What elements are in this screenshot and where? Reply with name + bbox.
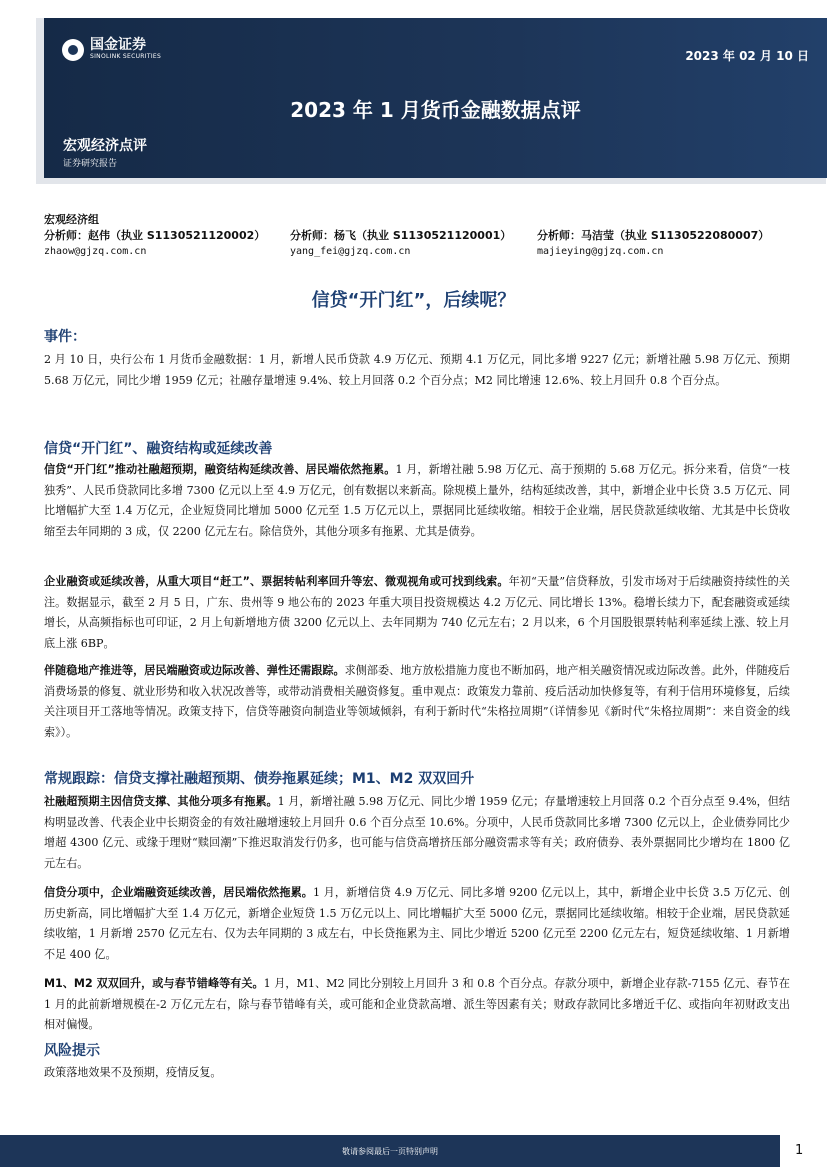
company-logo [62,38,161,61]
credit-paragraph-3 [44,661,790,743]
report-title: 2023 年 1 月货币金融数据点评 [290,98,581,122]
credit-p1-body: 1 月，新增社融 5.98 万亿元、高于预期的 5.68 万亿元。拆分来看，信贷“一枝独秀”、人民币贷款同比多增 7300 亿元以上至 4.9 万亿元，创有数据以来新高。除规模上量外，结构延续改善，其中，新增企业中长贷 3.5 万亿元、同比增幅扩大至 1.4 万亿元，企业短贷同比增加 5000 亿元至 1.5 万亿元以上，票据同比延续收缩。相较于企业端，居民贷款延续收缩、尤其是中长贷收缩至去年同期的 3 成，仅 2200 亿元左右。除信贷外，其他分项多有拖累、尤其是债券。 [44,463,790,538]
section-risk-text: 政策落地效果不及预期，疫情反复。 [44,1066,222,1079]
tracking-p2-body: 1 月，新增信贷 4.9 万亿元、同比多增 9200 亿元以上，其中，新增企业中长贷 3.5 万亿元、创历史新高，同比增幅扩大至 1.4 万亿元，新增企业短贷 1.5 万亿元以上、同比增幅扩大至 5000 亿元，票据同比延续收缩。相较于企业端，居民贷款延续收缩，1 月新增 2570 亿元左右、仅为去年同期的 3 成左右，中长贷拖累为主、同比少增近 5200 亿元至 2200 亿元左右，短贷延续收缩、1 月新增不足 400 亿。 [44,886,790,961]
section-event-heading: 事件： [44,329,86,345]
tracking-p3-body: 1 月，M1、M2 同比分别较上月回升 3 和 0.8 个百分点。存款分项中，新增企业存款-7155 亿元、春节在 1 月的此前新增规模在-2 万亿元左右，除与春节错峰有关，或可能和企业贷款高增、派生等因素有关；财政存款同比多增近千亿、或指向年初财政支出相对偏慢。 [44,977,791,1032]
report-category: 宏观经济点评 [63,138,147,154]
report-date: 2023 年 02 月 10 日 [685,49,809,63]
section-tracking-heading: 常规跟踪：信贷支撑社融超预期、债券拖累延续；M1、M2 双双回升 [44,771,475,787]
company-name-en: SINOLINK SECURITIES [90,53,162,60]
logo-icon [62,39,84,61]
report-subcategory: 证券研究报告 [63,159,118,169]
analyst-2 [290,228,511,260]
analyst-group: 宏观经济组 [44,213,99,226]
credit-paragraph-2 [44,572,790,654]
company-name-cn: 国金证券 [90,37,146,53]
tracking-paragraph-3 [44,974,790,1036]
analyst-1 [44,228,265,260]
credit-paragraph-1 [44,460,790,542]
tracking-p1-body: 1 月，新增社融 5.98 万亿元、同比少增 1959 亿元；存量增速较上月回落 0.2 个百分点至 9.4%，但结构明显改善、代表企业中长期资金的有效社融增速较上月回升 0.6 个百分点至 10.6%。分项中，人民币贷款同比多增 7300 亿元以上，企业债券同比少增超 4300 亿元、或缘于理财“赎回潮”下推迟取消发行仍多，也可能与信贷高增挤压部分融资需求等有关；政府债券、表外票据同比少增均在 1800 亿元左右。 [44,795,790,870]
tracking-p2-lead: 信贷分项中，企业端融资延续改善，居民端依然拖累。 [44,886,313,899]
credit-p3-body: 求侧部委、地方放松措施力度也不断加码，地产相关融资情况或边际改善。此外，伴随疫后消费场景的修复、就业形势和收入状况改善等，或带动消费相关融资修复。重申观点：政策发力靠前、疫后活动加快修复等，有利于信用环境修复，后续关注项目开工落地等情况。政策支持下，信贷等融资向制造业等领域倾斜，有利于新时代“朱格拉周期”（详情参见《新时代“朱格拉周期”：来自资金的线索》）。 [44,664,790,739]
credit-p1-lead: 信贷“开门红”推动社融超预期，融资结构延续改善、居民端依然拖累。 [44,463,396,476]
section-event-text: 2 月 10 日，央行公布 1 月货币金融数据：1 月，新增人民币贷款 4.9 万亿元、预期 4.1 万亿元，同比多增 9227 亿元；新增社融 5.98 万亿元、预期 5.68 万亿元，同比少增 1959 亿元；社融存量增速 9.4%、较上月回落 0.2 个百分点；M2 同比增速 12.6%、较上月回升 0.8 个百分点。 [44,353,790,387]
analyst-name: 分析师：马洁莹（执业 S1130522080007） [537,229,770,242]
analyst-name: 分析师：杨飞（执业 S1130521120001） [290,229,512,242]
tracking-p1-lead: 社融超预期主因信贷支撑、其他分项多有拖累。 [44,795,278,808]
tracking-paragraph-1 [44,792,790,874]
header-banner [44,18,827,178]
credit-p2-body: 年初“天量”信贷释放，引发市场对于后续融资持续性的关注。数据显示，截至 2 月 5 日，广东、贵州等 9 地公布的 2023 年重大项目投资规模达 4.2 万亿元、同比增长 13%。稳增长续力下，配套融资或延续增长，从高频指标也可印证，2 月上旬新增地方债 3200 亿元以上、去年同期为 740 亿元左右；2 月以来，6 个月国股银票转帖利率延续上涨、较上月底上涨 6BP。 [44,575,790,650]
analyst-email[interactable]: yang_fei@gjzq.com.cn [290,246,411,257]
section-credit-heading: 信贷“开门红”、融资结构或延续改善 [44,441,273,457]
analyst-email[interactable]: zhaow@gjzq.com.cn [44,246,147,257]
tracking-paragraph-2 [44,883,790,965]
footer-disclaimer[interactable]: 敬请参阅最后一页特别声明 [342,1147,438,1156]
credit-p2-lead: 企业融资或延续改善，从重大项目“赶工”、票据转帖利率回升等宏、微观视角或可找到线索。 [44,575,509,588]
tracking-p3-lead: M1、M2 双双回升，或与春节错峰等有关。 [44,977,264,990]
section-risk-heading: 风险提示 [44,1043,100,1059]
credit-p3-lead: 伴随稳地产推进等，居民端融资或边际改善、弹性还需跟踪。 [44,664,345,677]
analyst-email[interactable]: majieying@gjzq.com.cn [537,246,664,257]
analyst-3 [537,228,769,260]
analyst-name: 分析师：赵伟（执业 S1130521120002） [44,229,266,242]
page-number: 1 [795,1143,804,1158]
report-headline: 信贷“开门红”，后续呢？ [311,290,516,311]
